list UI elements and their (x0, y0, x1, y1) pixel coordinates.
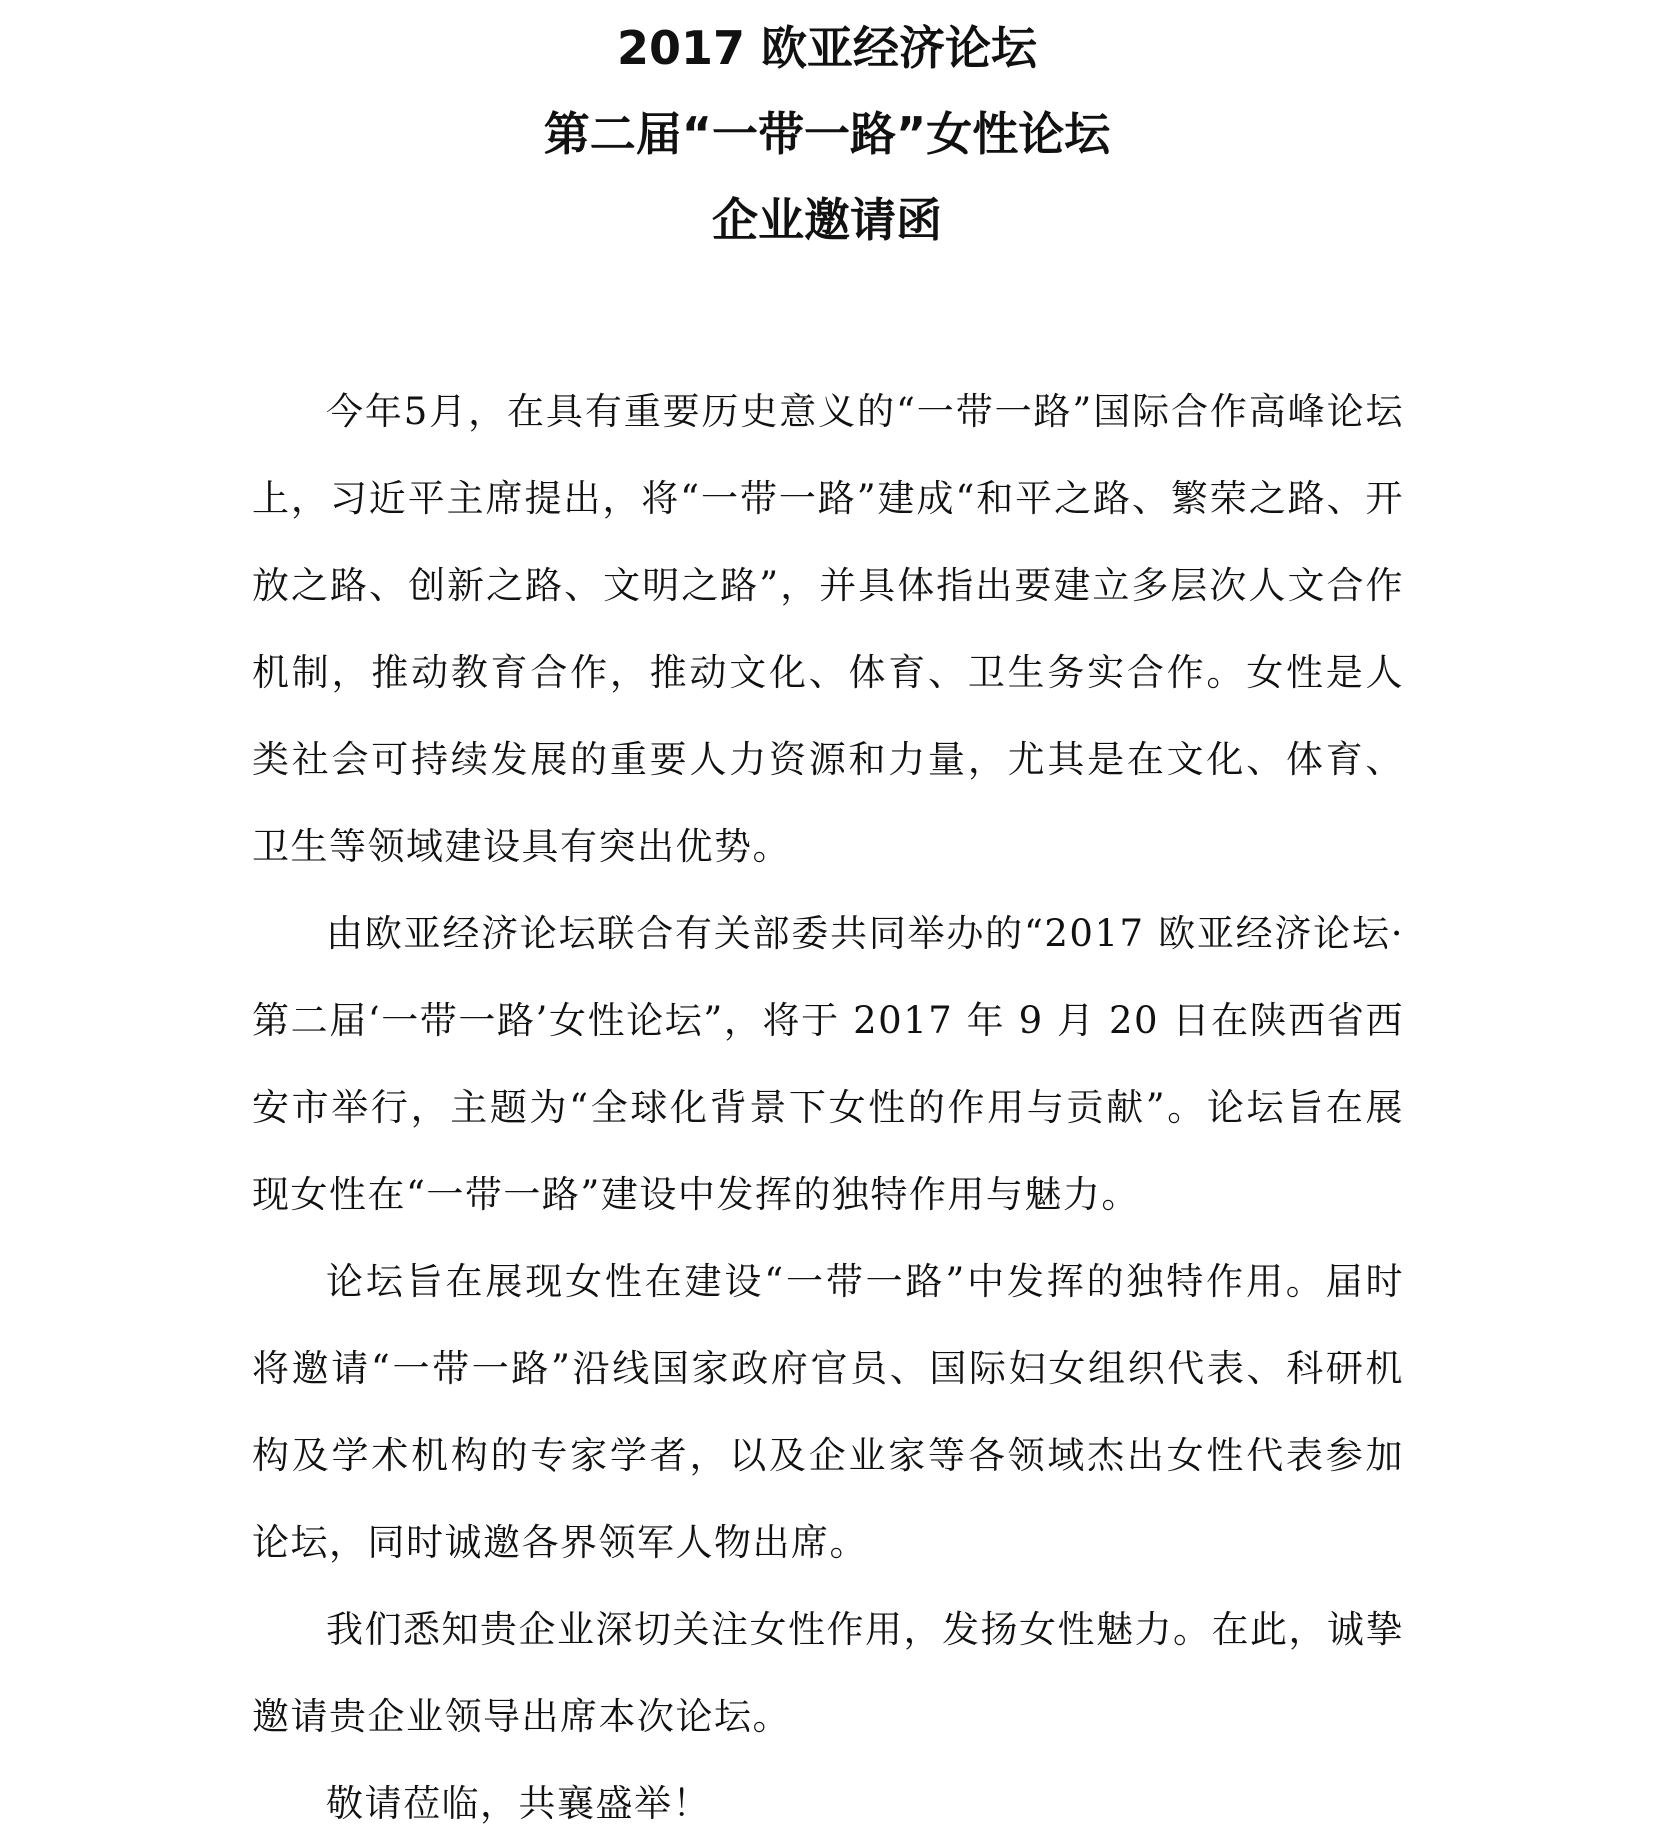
paragraph-event-info: 由欧亚经济论坛联合有关部委共同举办的“2017 欧亚经济论坛·第二届‘一带一路’女性论坛”，将于 2017 年 9 月 20 日在陕西省西安市举行，主题为“全球化背景下女性的作用与贡献”。论坛旨在展现女性在“一带一路”建设中发挥的独特作用与魅力。 (252, 912, 1404, 1216)
paragraph-invitation: 我们悉知贵企业深切关注女性作用，发扬女性魅力。在此，诚挚邀请贵企业领导出席本次论坛。 (252, 1608, 1404, 1738)
paragraph-background: 今年5月，在具有重要历史意义的“一带一路”国际合作高峰论坛上，习近平主席提出，将“一带一路”建成“和平之路、繁荣之路、开放之路、创新之路、文明之路”，并具体指出要建立多层次人文合作机制，推动教育合作，推动文化、体育、卫生务实合作。女性是人类社会可持续发展的重要人力资源和力量，尤其是在文化、体育、卫生等领域建设具有突出优势。 (252, 390, 1404, 868)
letter-title: 企业邀请函 (712, 193, 942, 247)
paragraph-closing: 敬请莅临，共襄盛举！ (326, 1782, 711, 1825)
letter-body (252, 368, 1404, 1847)
title-block (0, 20, 1654, 278)
forum-subtitle: 第二届“一带一路”女性论坛 (543, 107, 1111, 161)
paragraph-invitees: 论坛旨在展现女性在建设“一带一路”中发挥的独特作用。届时将邀请“一带一路”沿线国家政府官员、国际妇女组织代表、科研机构及学术机构的专家学者，以及企业家等各领域杰出女性代表参加论坛，同时诚邀各界领军人物出席。 (252, 1260, 1404, 1564)
forum-title: 2017 欧亚经济论坛 (616, 21, 1038, 75)
